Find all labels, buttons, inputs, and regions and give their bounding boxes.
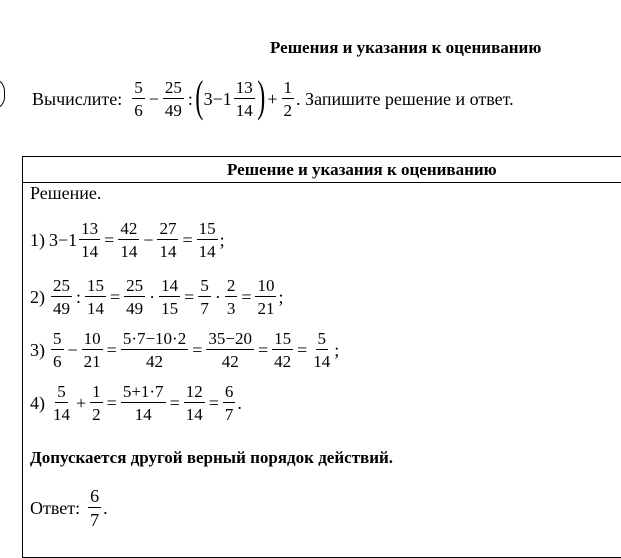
fraction: $\frac{13}{14}$ bbox=[81, 219, 99, 261]
step-end: ; bbox=[334, 339, 340, 360]
solution-step-1 bbox=[30, 215, 225, 265]
operator: = bbox=[110, 286, 121, 307]
fraction: $\frac{5+1\cdot 7}{14}$ bbox=[122, 382, 164, 424]
fraction: $\frac{1}{2}$ bbox=[92, 382, 101, 424]
operator: · bbox=[149, 286, 156, 307]
solution-step-4 bbox=[30, 378, 242, 428]
answer bbox=[30, 483, 108, 533]
fraction: $\frac{35-20}{42}$ bbox=[208, 329, 252, 371]
fraction: $\frac{5}{14}$ bbox=[313, 329, 331, 371]
step-end: . bbox=[237, 392, 242, 413]
step-lead: 3−1 bbox=[49, 229, 78, 250]
answer-end: . bbox=[103, 497, 108, 518]
operator: = bbox=[184, 286, 195, 307]
operator: = bbox=[257, 339, 269, 360]
operator: − bbox=[143, 229, 154, 250]
operator: = bbox=[208, 392, 219, 413]
fraction: $\frac{15}{14}$ bbox=[87, 276, 105, 318]
fraction: $\frac{10}{21}$ bbox=[83, 329, 101, 371]
task-plus: + bbox=[267, 88, 278, 109]
task-statement bbox=[32, 74, 514, 124]
solution-step-2 bbox=[30, 272, 284, 322]
step-number: 2) bbox=[30, 286, 45, 307]
task-whole: 3−1 bbox=[203, 88, 232, 109]
solution-step-3 bbox=[30, 325, 339, 375]
fraction: $\frac{42}{14}$ bbox=[120, 219, 138, 261]
operator: = bbox=[192, 339, 203, 360]
fraction: $\frac{14}{15}$ bbox=[161, 276, 179, 318]
step-number: 3) bbox=[30, 339, 45, 360]
alternative-order-note: Допускается другой верный порядок действий. bbox=[30, 448, 394, 467]
task-fraction-b: $\frac{25}{49}$ bbox=[164, 78, 182, 120]
fraction: $\frac{5}{7}$ bbox=[200, 276, 209, 318]
table-header-divider bbox=[22, 182, 621, 183]
step-number: 1) bbox=[30, 229, 45, 250]
operator: · bbox=[214, 286, 221, 307]
task-fraction-c: $\frac{13}{14}$ bbox=[235, 78, 253, 120]
operator: − bbox=[67, 339, 78, 360]
operator: + bbox=[76, 392, 87, 413]
answer-label: Ответ: bbox=[30, 497, 81, 518]
task-instruction: . Запишите решение и ответ. bbox=[296, 88, 514, 109]
operator: = bbox=[106, 392, 117, 413]
fraction: $\frac{25}{49}$ bbox=[53, 276, 70, 318]
operator: = bbox=[297, 339, 308, 360]
table-header: Решение и указания к оцениванию bbox=[227, 160, 497, 179]
operator: = bbox=[169, 392, 180, 413]
step-end: ; bbox=[278, 286, 284, 307]
step-number: 4) bbox=[30, 392, 45, 413]
task-open-paren: ( bbox=[195, 72, 204, 121]
step-end: ; bbox=[219, 229, 225, 250]
fraction: $\frac{27}{14}$ bbox=[159, 219, 177, 261]
fraction: $\frac{15}{14}$ bbox=[198, 219, 216, 261]
task-number-marker bbox=[0, 78, 5, 110]
fraction: $\frac{5\cdot 7-10\cdot 2}{42}$ bbox=[122, 329, 187, 371]
task-colon: : bbox=[187, 88, 193, 109]
fraction: $\frac{6}{7}$ bbox=[224, 382, 234, 424]
task-minus: − bbox=[148, 88, 159, 109]
operator: : bbox=[76, 286, 82, 307]
operator: = bbox=[104, 229, 115, 250]
task-fraction-d: $\frac{1}{2}$ bbox=[283, 78, 293, 120]
task-fraction-a: $\frac{5}{6}$ bbox=[134, 78, 143, 120]
fraction: $\frac{5}{14}$ bbox=[53, 382, 70, 424]
solution-label: Решение. bbox=[30, 183, 102, 203]
operator: = bbox=[106, 339, 117, 360]
operator: = bbox=[241, 286, 252, 307]
fraction: $\frac{10}{21}$ bbox=[257, 276, 275, 318]
fraction: $\frac{5}{6}$ bbox=[53, 329, 62, 371]
fraction: $\frac{15}{42}$ bbox=[274, 329, 292, 371]
fraction: $\frac{2}{3}$ bbox=[226, 276, 236, 318]
page-title: Решения и указания к оцениванию bbox=[270, 38, 542, 57]
fraction: $\frac{25}{49}$ bbox=[126, 276, 144, 318]
answer-fraction: $\frac{6}{7}$ bbox=[90, 486, 100, 530]
task-close-paren: ) bbox=[257, 72, 266, 121]
task-intro: Вычислите: bbox=[32, 88, 123, 109]
fraction: $\frac{12}{14}$ bbox=[185, 382, 203, 424]
operator: = bbox=[182, 229, 193, 250]
